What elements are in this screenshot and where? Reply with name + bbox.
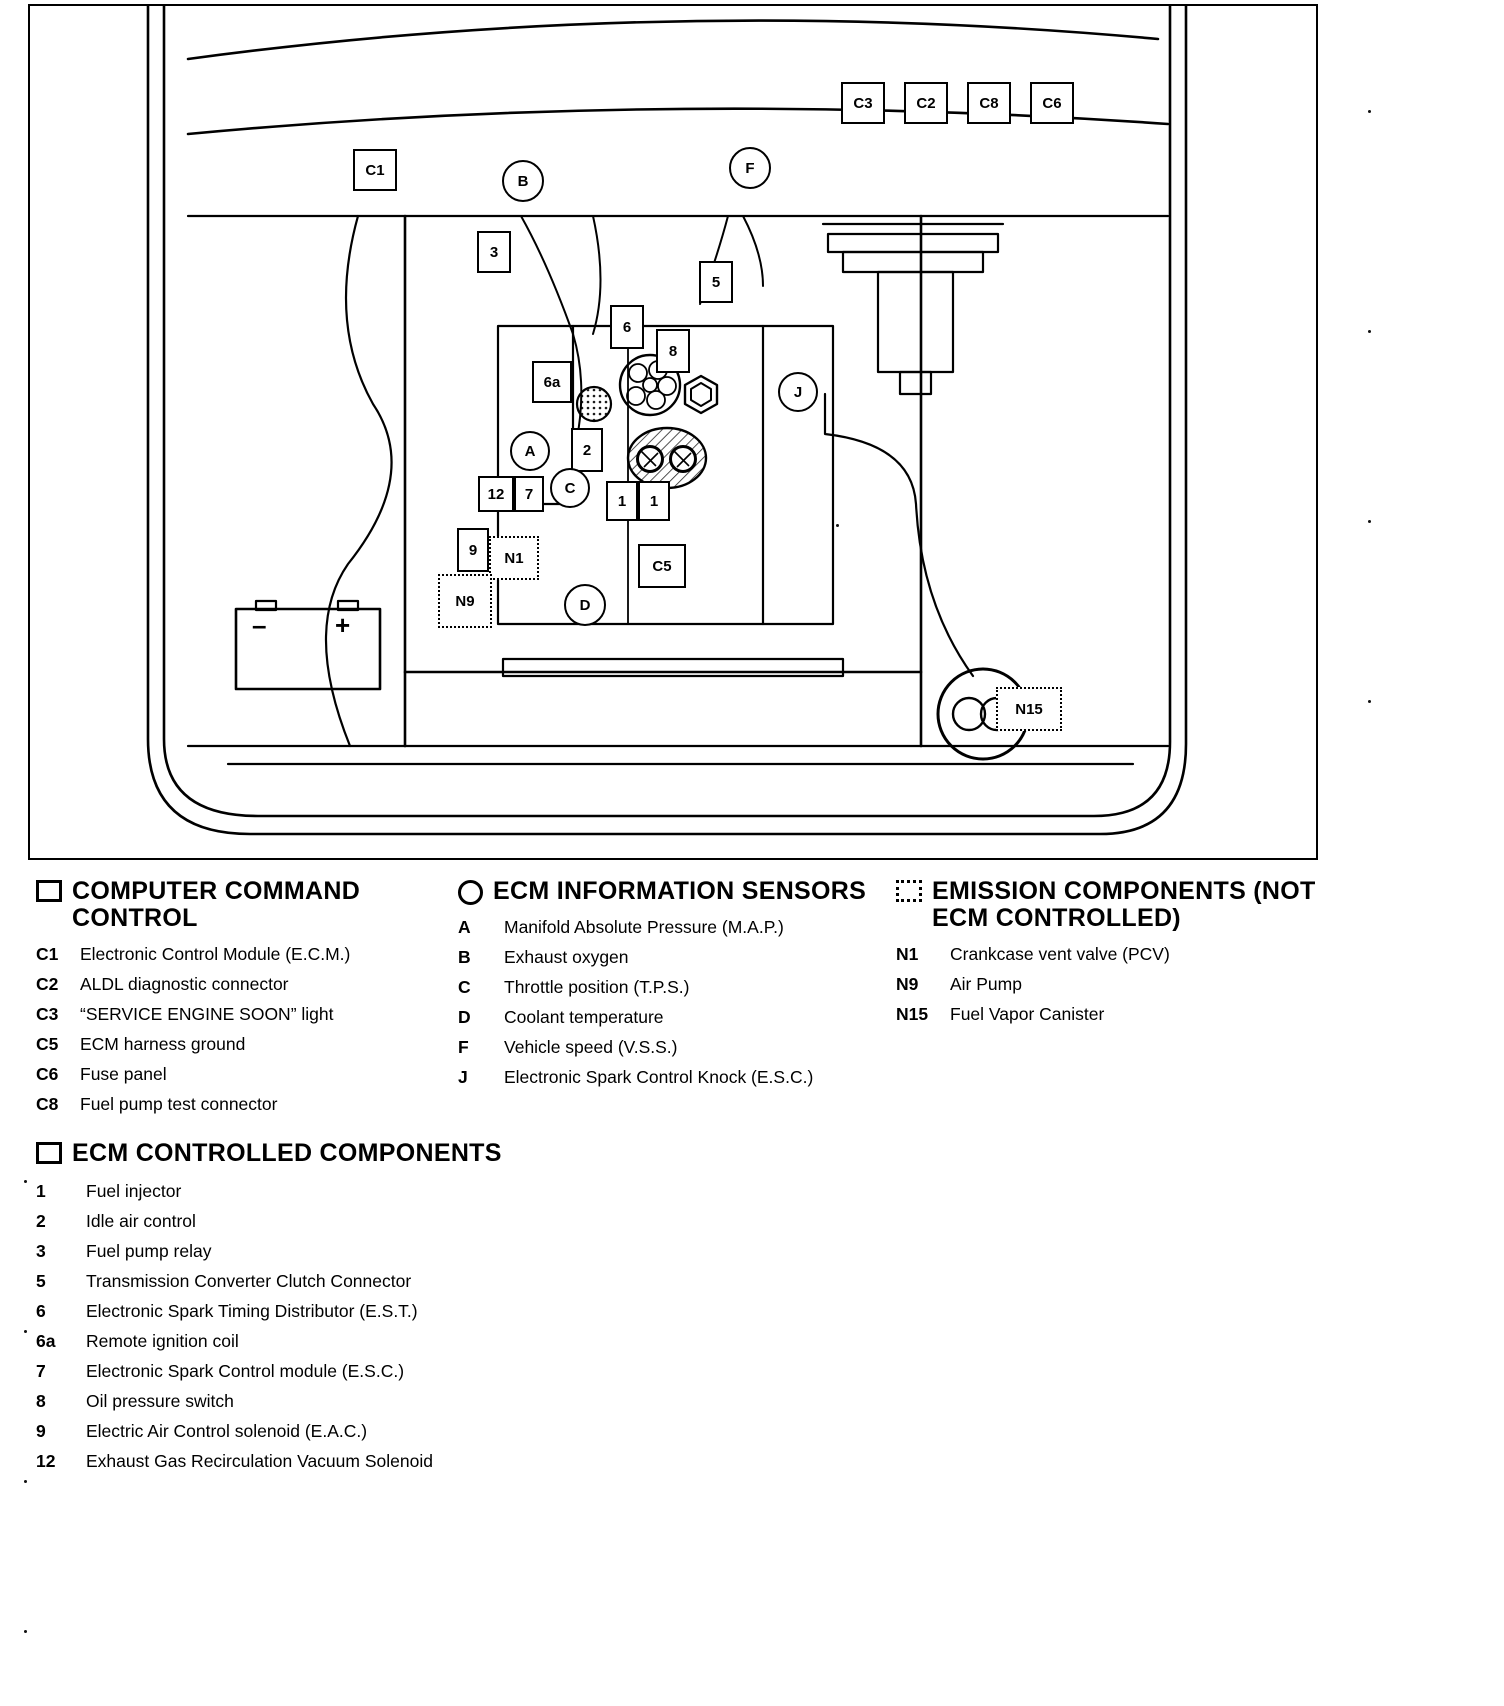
callout-6[interactable]: 6 <box>610 305 644 349</box>
legend-item: N15 Fuel Vapor Canister <box>896 1004 1105 1024</box>
legend-item: 8 Oil pressure switch <box>36 1391 234 1411</box>
callout-c6[interactable]: C6 <box>1030 82 1074 124</box>
legend-item: 7 Electronic Spark Control module (E.S.C.) <box>36 1361 405 1381</box>
legend-item: C1 Electronic Control Module (E.C.M.) <box>36 944 351 964</box>
callout-1-left[interactable]: 1 <box>606 481 638 521</box>
scan-speckle <box>1368 330 1371 333</box>
legend-title: EMISSION COMPONENTS (NOT ECM CONTROLLED) <box>932 877 1316 932</box>
callout-1-right[interactable]: 1 <box>638 481 670 521</box>
legend <box>0 868 1504 1706</box>
callout-3[interactable]: 3 <box>477 231 511 273</box>
scan-speckle <box>24 1480 27 1483</box>
scan-speckle <box>836 524 839 527</box>
scan-speckle <box>1368 110 1371 113</box>
callout-8[interactable]: 8 <box>656 329 690 373</box>
callout-f[interactable]: F <box>729 147 771 189</box>
legend-item: 3 Fuel pump relay <box>36 1241 212 1261</box>
legend-item: C2 ALDL diagnostic connector <box>36 974 289 994</box>
callout-c1[interactable]: C1 <box>353 149 397 191</box>
callout-2[interactable]: 2 <box>571 428 603 472</box>
callout-c5[interactable]: C5 <box>638 544 686 588</box>
square-symbol-icon <box>36 1142 62 1164</box>
callout-12[interactable]: 12 <box>478 476 514 512</box>
callout-n1[interactable]: N1 <box>489 536 539 580</box>
circle-symbol-icon <box>458 880 483 905</box>
scan-speckle <box>1368 700 1371 703</box>
scan-speckle <box>1368 520 1371 523</box>
legend-item: 6a Remote ignition coil <box>36 1331 239 1351</box>
legend-item: N9 Air Pump <box>896 974 1022 994</box>
legend-item: C Throttle position (T.P.S.) <box>458 977 690 997</box>
callout-7[interactable]: 7 <box>514 476 544 512</box>
legend-section-ecm-controlled-components <box>36 1140 676 1483</box>
callout-a[interactable]: A <box>510 431 550 471</box>
legend-title: COMPUTER COMMAND CONTROL <box>72 877 361 932</box>
callout-9[interactable]: 9 <box>457 528 489 572</box>
callout-d[interactable]: D <box>564 584 606 626</box>
callout-5[interactable]: 5 <box>699 261 733 303</box>
battery-positive-terminal: + <box>335 610 351 640</box>
legend-section-emission-components <box>896 878 1336 1036</box>
callout-6a[interactable]: 6a <box>532 361 572 403</box>
callout-n15[interactable]: N15 <box>996 687 1062 731</box>
legend-item: C5 ECM harness ground <box>36 1034 246 1054</box>
callout-j[interactable]: J <box>778 372 818 412</box>
battery-negative-terminal: – <box>252 610 267 640</box>
legend-title: ECM CONTROLLED COMPONENTS <box>72 1139 502 1167</box>
legend-item: 2 Idle air control <box>36 1211 196 1231</box>
legend-section-computer-command-control <box>36 878 456 1126</box>
legend-section-ecm-information-sensors <box>458 878 888 1099</box>
legend-item: F Vehicle speed (V.S.S.) <box>458 1037 678 1057</box>
legend-item: D Coolant temperature <box>458 1007 664 1027</box>
scan-speckle <box>24 1330 27 1333</box>
legend-item: C6 Fuse panel <box>36 1064 167 1084</box>
legend-item: C3 “SERVICE ENGINE SOON” light <box>36 1004 334 1024</box>
legend-item: 9 Electric Air Control solenoid (E.A.C.) <box>36 1421 368 1441</box>
legend-item: 12 Exhaust Gas Recirculation Vacuum Solenoid <box>36 1451 433 1471</box>
callout-c[interactable]: C <box>550 468 590 508</box>
legend-item: 1 Fuel injector <box>36 1181 182 1201</box>
square-symbol-icon <box>36 880 62 902</box>
callout-b[interactable]: B <box>502 160 544 202</box>
callout-c2[interactable]: C2 <box>904 82 948 124</box>
scan-speckle <box>24 1630 27 1633</box>
callout-c8[interactable]: C8 <box>967 82 1011 124</box>
legend-item: C8 Fuel pump test connector <box>36 1094 278 1114</box>
legend-item: N1 Crankcase vent valve (PCV) <box>896 944 1170 964</box>
callout-c3[interactable]: C3 <box>841 82 885 124</box>
callout-n9[interactable]: N9 <box>438 574 492 628</box>
legend-item: B Exhaust oxygen <box>458 947 629 967</box>
dotted-square-symbol-icon <box>896 880 922 902</box>
scan-speckle <box>24 1180 27 1183</box>
legend-item: A Manifold Absolute Pressure (M.A.P.) <box>458 917 784 937</box>
legend-item: 6 Electronic Spark Timing Distributor (E.S.T.) <box>36 1301 418 1321</box>
legend-item: 5 Transmission Converter Clutch Connector <box>36 1271 412 1291</box>
legend-item: J Electronic Spark Control Knock (E.S.C.) <box>458 1067 814 1087</box>
engine-compartment-drawing <box>28 4 1318 860</box>
legend-title: ECM INFORMATION SENSORS <box>493 877 867 905</box>
